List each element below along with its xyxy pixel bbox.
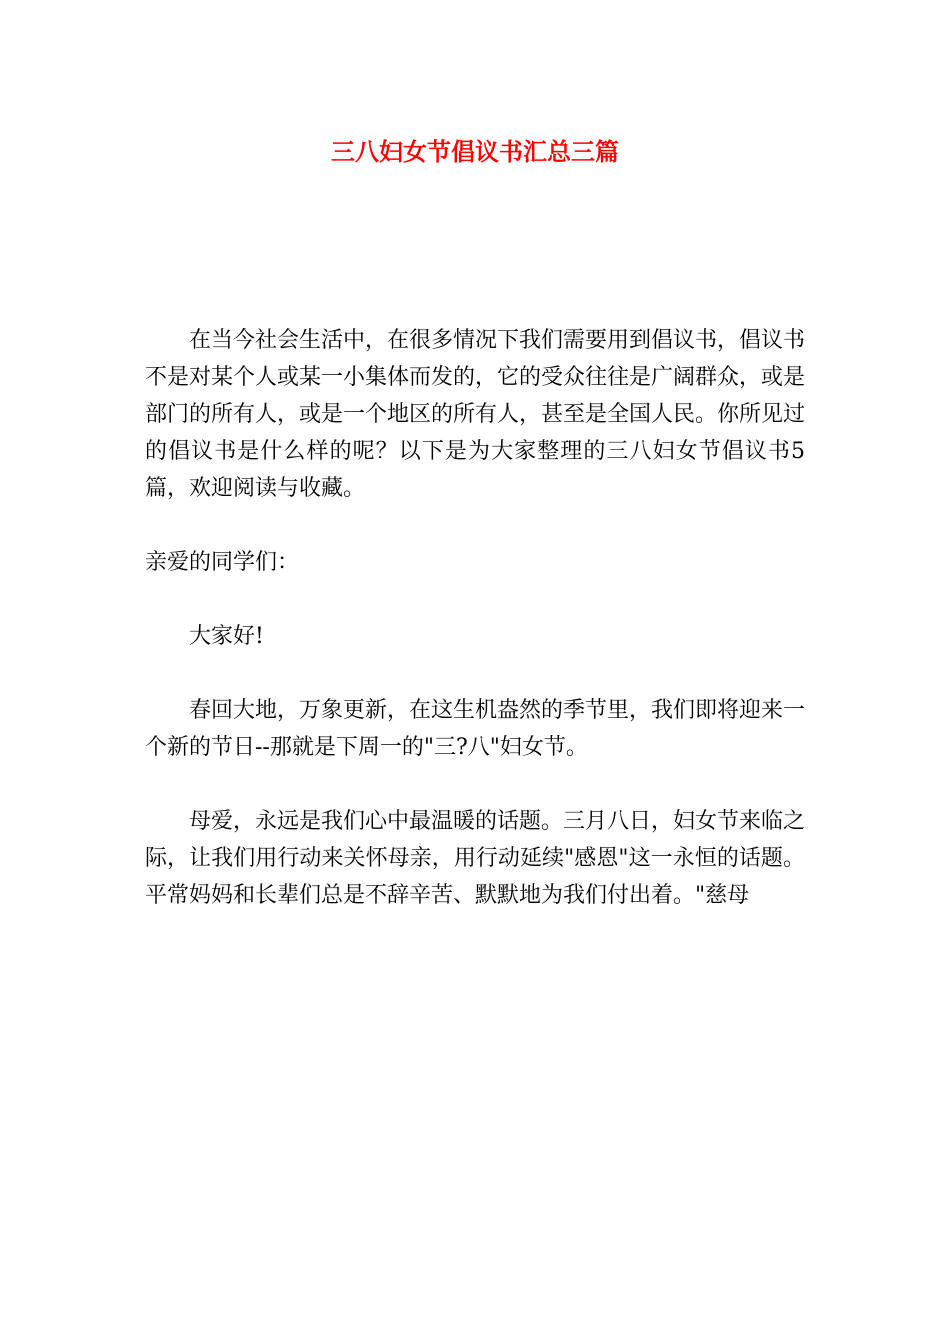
paragraph-intro: 在当今社会生活中，在很多情况下我们需要用到倡议书，倡议书不是对某个人或某一小集体而发的，它的受众往往是广阔群众，或是部门的所有人，或是一个地区的所有人，甚至是全国人民。你所见过的倡议书是什么样的呢？以下是为大家整理的三八妇女节倡议书5篇，欢迎阅读与收藏。 [145, 328, 806, 501]
document-body [145, 322, 805, 951]
paragraph-greeting: 大家好! [189, 624, 264, 649]
document-title: 三八妇女节倡议书汇总三篇 [331, 137, 619, 166]
paragraph-spring: 春回大地，万象更新，在这生机盎然的季节里，我们即将迎来一个新的节日--那就是下周一的"三?八"妇女节。 [145, 698, 806, 760]
paragraph-salutation: 亲爱的同学们： [145, 550, 300, 575]
paragraph-motherly-love: 母爱，永远是我们心中最温暖的话题。三月八日，妇女节来临之际，让我们用行动来关怀母亲，用行动延续"感恩"这一永恒的话题。平常妈妈和长辈们总是不辞辛苦、默默地为我们付出着。"慈母 [145, 809, 806, 908]
